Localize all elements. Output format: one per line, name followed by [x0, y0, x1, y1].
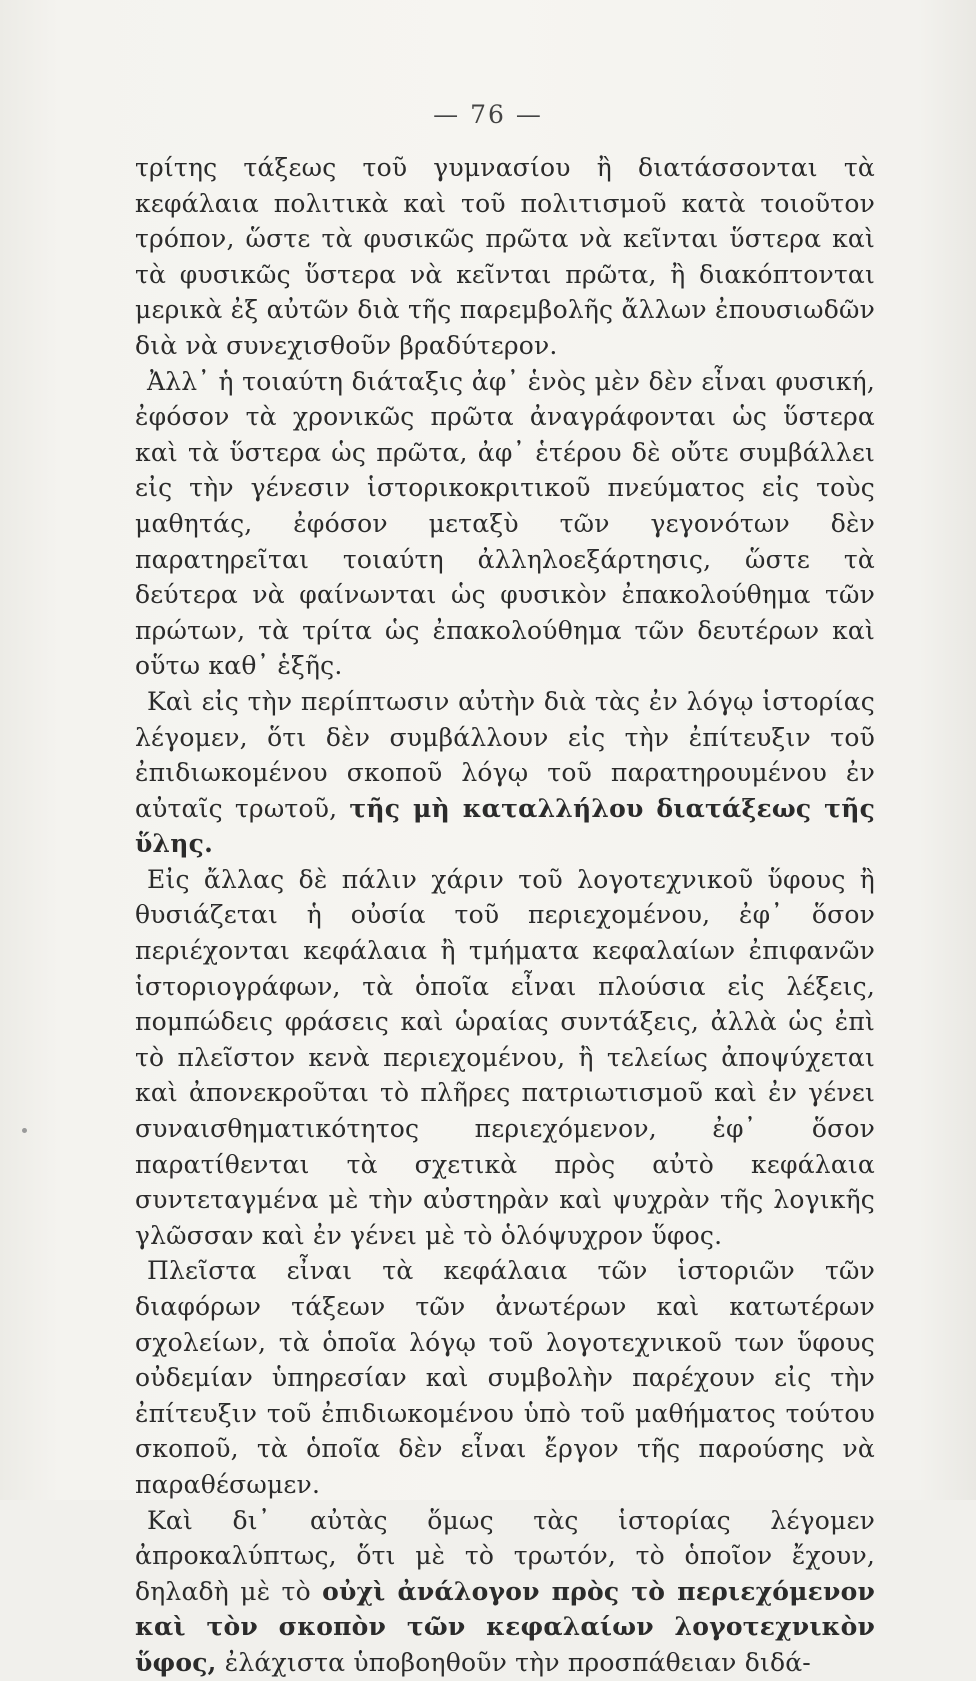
- paragraph-5-text: Πλεῖστα εἶναι τὰ κεφάλαια τῶν ἱστοριῶν τῶν διαφόρων τάξεων τῶν ἀνωτέρων καὶ κατωτέρων σχολείων, τὰ ὁποῖα λόγῳ τοῦ λογοτεχνικοῦ των ὕφους οὐδεμίαν ὑπηρεσίαν καὶ συμβολὴν παρέχουν εἰς τὴν ἐπίτευξιν τοῦ ἐπιδιωκομένου ὑπὸ τοῦ μαθήματος τούτου σκοποῦ, τὰ ὁποῖα δὲν εἶναι ἔργον τῆς παρούσης νὰ παραθέσωμεν.: [135, 1256, 875, 1499]
- paragraph-2-text: Ἀλλ᾽ ἡ τοιαύτη διάταξις ἀφ᾽ ἑνὸς μὲν δὲν εἶναι φυσική, ἐφόσον τὰ χρονικῶς πρῶτα ἀναγράφονται ὡς ὕστερα καὶ τὰ ὕστερα ὡς πρῶτα, ἀφ᾽ ἑτέρου δὲ οὔτε συμβάλλει εἰς τὴν γένεσιν ἱστορικοκριτικοῦ πνεύματος εἰς τοὺς μαθητάς, ἐφόσον μεταξὺ τῶν γεγονότων δὲν παρατηρεῖται τοιαύτη ἀλληλοεξάρτησις, ὥστε τὰ δεύτερα νὰ φαίνωνται ὡς φυσικὸν ἐπακολούθημα τῶν πρώτων, τὰ τρίτα ὡς ἐπακολούθημα τῶν δευτέρων καὶ οὕτω καθ᾽ ἑξῆς.: [135, 366, 875, 681]
- paragraph-4: [135, 862, 875, 1254]
- body-text: [135, 150, 875, 1681]
- page-number: — 76 —: [433, 100, 543, 129]
- paragraph-6-emphasis: οὐχὶ ἀνάλογον πρὸς τὸ περιεχόμενον καὶ τὸν σκοπὸν τῶν κεφαλαίων λογοτεχνικὸν ὕφος,: [135, 1576, 875, 1677]
- paragraph-3: [135, 684, 875, 862]
- paragraph-6: [135, 1503, 875, 1681]
- paragraph-1: [135, 150, 875, 364]
- paragraph-1-text: τρίτης τάξεως τοῦ γυμνασίου ἢ διατάσσονται τὰ κεφάλαια πολιτικὰ καὶ τοῦ πολιτισμοῦ κατὰ τοιοῦτον τρόπον, ὥστε τὰ φυσικῶς πρῶτα νὰ κεῖνται ὕστερα καὶ τὰ φυσικῶς ὕστερα νὰ κεῖνται πρῶτα, ἢ διακόπτονται μερικὰ ἐξ αὐτῶν διὰ τῆς παρεμβολῆς ἄλλων ἐπουσιωδῶν διὰ νὰ συνεχισθοῦν βραδύτερον.: [135, 153, 875, 360]
- paragraph-6-text-a: Καὶ δι᾽ αὐτὰς ὅμως τὰς ἱστορίας λέγομεν ἀπροκαλύπτως, ὅτι μὲ τὸ τρωτόν, τὸ ὁποῖον ἔχουν, δηλαδὴ μὲ τὸ: [135, 1505, 875, 1606]
- paragraph-2: [135, 364, 875, 684]
- paragraph-4-text: Εἰς ἄλλας δὲ πάλιν χάριν τοῦ λογοτεχνικοῦ ὕφους ἢ θυσιάζεται ἡ οὐσία τοῦ περιεχομένου, ἐφ᾽ ὅσον περιέχονται κεφάλαια ἢ τμήματα κεφαλαίων ἐπιφανῶν ἱστοριογράφων, τὰ ὁποῖα εἶναι πλούσια εἰς λέξεις, πομπώδεις φράσεις καὶ ὡραίας συντάξεις, ἀλλὰ ὡς ἐπὶ τὸ πλεῖστον κενὰ περιεχομένου, ἢ τελείως ἀποψύχεται καὶ ἀπονεκροῦται τὸ πλῆρες πατριωτισμοῦ καὶ ἐν γένει συναισθηματικότητος περιεχόμενον, ἐφ᾽ ὅσον παρατίθενται τὰ σχετικὰ πρὸς αὐτὸ κεφάλαια συντεταγμένα μὲ τὴν αὐστηρὰν καὶ ψυχρὰν τῆς λογικῆς γλῶσσαν καὶ ἐν γένει μὲ τὸ ὁλόψυχρον ὕφος.: [135, 864, 875, 1250]
- paragraph-5: [135, 1253, 875, 1502]
- paragraph-3-emphasis: τῆς μὴ καταλλήλου διατάξεως τῆς ὕλης.: [135, 793, 875, 859]
- paper-speck: [22, 1128, 27, 1133]
- paragraph-6-text-b: ἐλάχιστα ὑποβοηθοῦν τὴν προσπάθειαν διδά-: [216, 1647, 811, 1677]
- paragraph-3-text: Καὶ εἰς τὴν περίπτωσιν αὐτὴν διὰ τὰς ἐν λόγῳ ἱστορίας λέγομεν, ὅτι δὲν συμβάλλουν εἰς τὴν ἐπίτευξιν τοῦ ἐπιδιωκομένου σκοποῦ λόγῳ τοῦ παρατηρουμένου ἐν αὐταῖς τρωτοῦ,: [135, 686, 875, 823]
